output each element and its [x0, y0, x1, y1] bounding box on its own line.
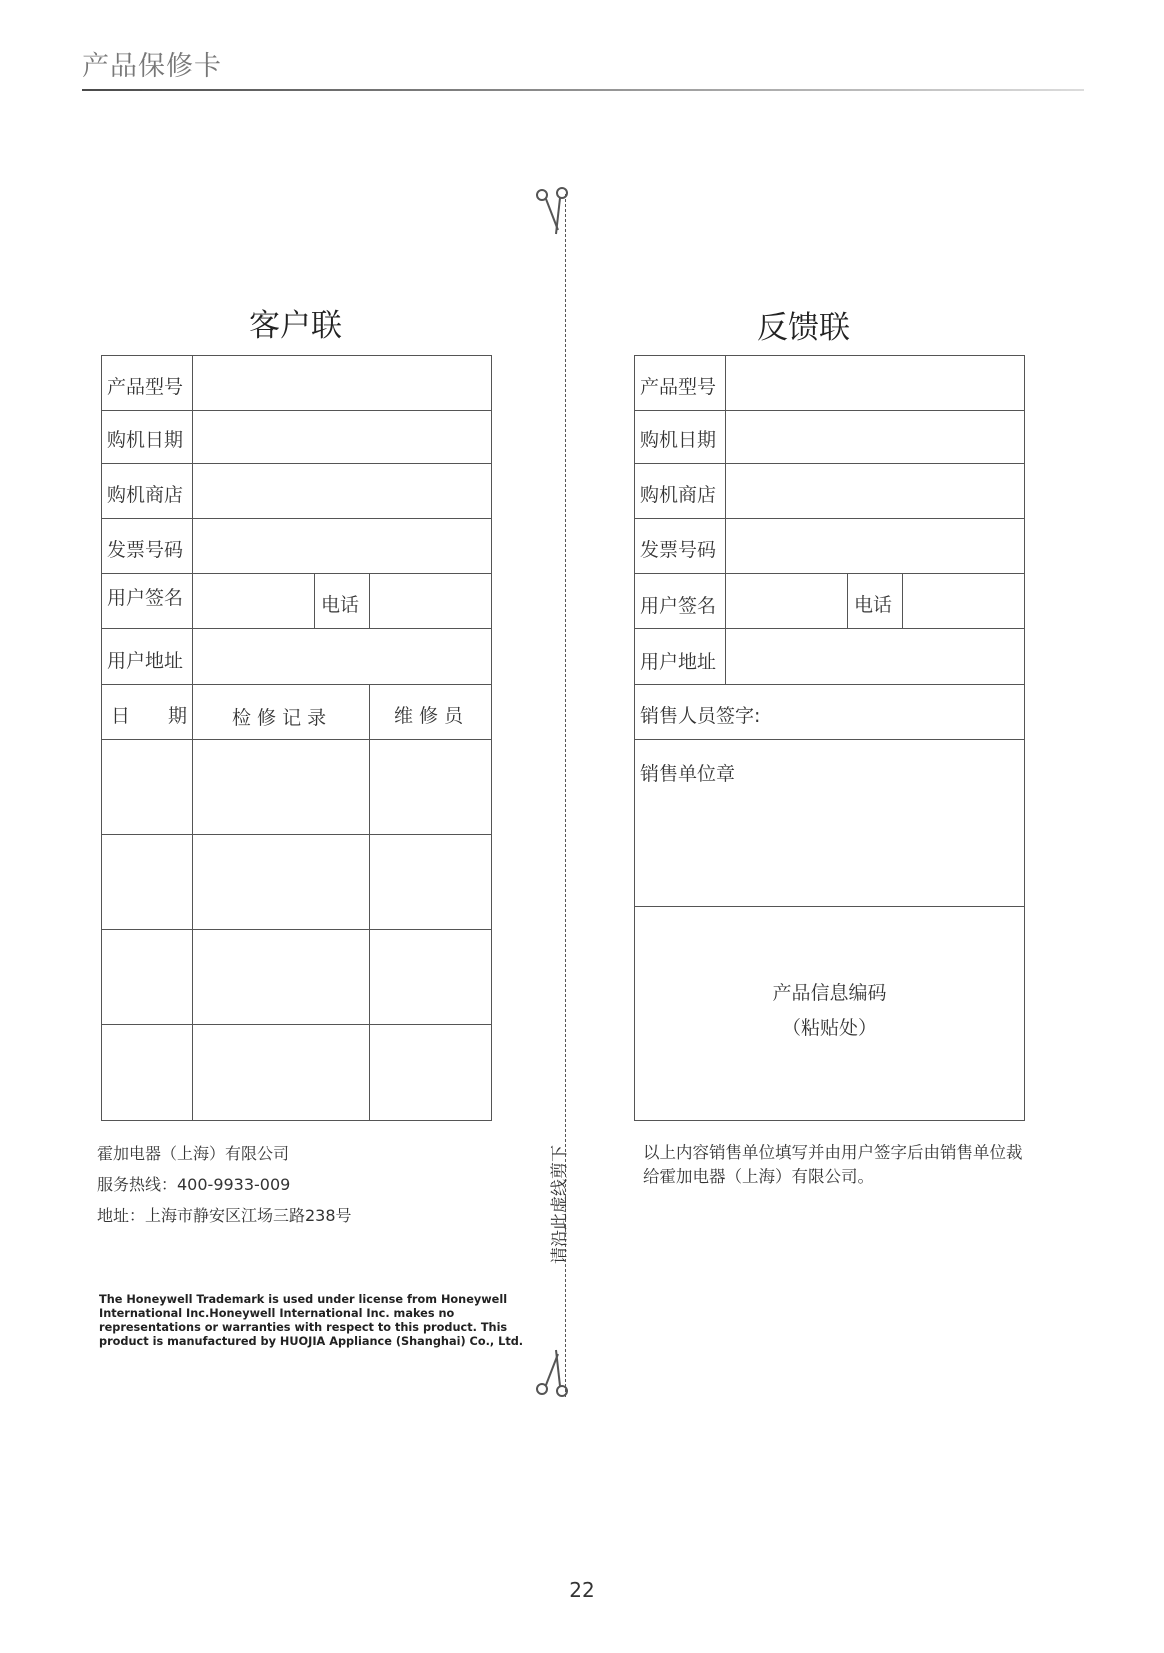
page-number: 22 [569, 1578, 595, 1602]
feedback-row-line [634, 739, 1025, 740]
customer-label-phone: 电话 [321, 594, 360, 616]
customer-row-line [101, 410, 492, 411]
feedback-row-line [634, 410, 1025, 411]
feedback-col-line [902, 573, 903, 628]
customer-row-line [101, 834, 492, 835]
service-hotline: 服务热线：400-9933-009 [97, 1175, 291, 1194]
feedback-code-label: 产品信息编码 [772, 982, 887, 1004]
feedback-row-line [634, 906, 1025, 907]
customer-row-line [101, 929, 492, 930]
customer-row-line [101, 463, 492, 464]
feedback-label-sales-stamp: 销售单位章 [640, 763, 736, 785]
scissors-icon [534, 186, 570, 240]
feedback-label-phone: 电话 [854, 594, 893, 616]
feedback-label-address: 用户地址 [640, 651, 717, 673]
customer-header-date: 日 期 [111, 705, 188, 727]
customer-header-repairer: 维 修 员 [394, 705, 464, 727]
customer-label-invoice: 发票号码 [107, 539, 184, 561]
customer-col-line [192, 355, 193, 1121]
scissors-icon [534, 1344, 570, 1398]
feedback-label-invoice: 发票号码 [640, 539, 717, 561]
customer-label-address: 用户地址 [107, 650, 184, 672]
company-address: 地址：上海市静安区江场三路238号 [97, 1206, 352, 1225]
feedback-row-line [634, 573, 1025, 574]
customer-col-line [369, 573, 370, 628]
company-name: 霍加电器（上海）有限公司 [97, 1144, 290, 1163]
customer-table-border [101, 355, 492, 1121]
customer-label-date: 购机日期 [107, 429, 184, 451]
feedback-code-paste-hint: （粘贴处） [781, 1017, 877, 1039]
customer-row-line [101, 739, 492, 740]
customer-header-record: 检 修 记 录 [232, 707, 327, 729]
customer-col-line [369, 684, 370, 1121]
feedback-row-line [634, 463, 1025, 464]
feedback-col-line [847, 573, 848, 628]
customer-row-line [101, 573, 492, 574]
customer-label-model: 产品型号 [107, 376, 184, 398]
feedback-note: 以上内容销售单位填写并由用户签字后由销售单位裁给霍加电器（上海）有限公司。 [643, 1143, 1023, 1186]
feedback-label-signature: 用户签名 [640, 595, 717, 617]
cut-instruction: 请沿此虚线剪下 [550, 1145, 570, 1264]
feedback-label-store: 购机商店 [640, 484, 717, 506]
customer-col-line [314, 573, 315, 628]
customer-row-line [101, 1024, 492, 1025]
feedback-row-line [634, 684, 1025, 685]
customer-label-store: 购机商店 [107, 484, 184, 506]
feedback-label-sales-signature: 销售人员签字: [640, 705, 761, 727]
customer-row-line [101, 628, 492, 629]
feedback-label-date: 购机日期 [640, 429, 717, 451]
trademark-notice: The Honeywell Trademark is used under license from Honeywell International Inc.Honeywell International Inc. makes no representations or warranties with respect to this product. This product is manufactured by HUOJIA Appliance (Shanghai) Co., Ltd. [99, 1293, 524, 1348]
customer-card-title: 客户联 [249, 308, 342, 344]
customer-label-signature: 用户签名 [107, 587, 184, 609]
page-header-title: 产品保修卡 [82, 51, 222, 82]
feedback-label-model: 产品型号 [640, 376, 717, 398]
customer-row-line [101, 518, 492, 519]
feedback-card-title: 反馈联 [757, 310, 850, 346]
feedback-row-line [634, 518, 1025, 519]
feedback-table-border [634, 355, 1025, 1121]
feedback-row-line [634, 628, 1025, 629]
header-rule [82, 89, 1084, 91]
feedback-col-line [725, 355, 726, 684]
customer-row-line [101, 684, 492, 685]
